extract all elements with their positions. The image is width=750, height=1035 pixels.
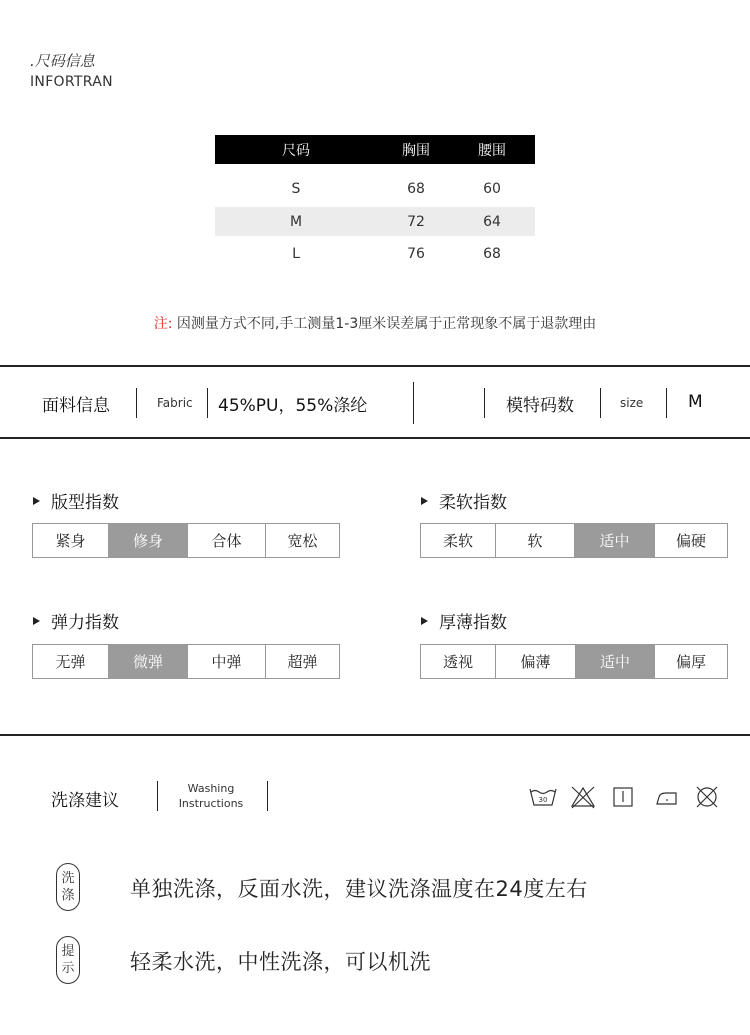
softness-option: 适中 [575,524,655,557]
note-text: 因测量方式不同,手工测量1-3厘米误差属于正常现象不属于退款理由 [176,316,597,332]
waist-cell: 64 [483,213,501,230]
triangle-bullet-icon [421,617,428,625]
triangle-bullet-icon [421,497,428,505]
model-size-value: M [688,392,703,412]
thickness-option: 透视 [421,645,496,678]
separator [484,388,485,418]
model-size-label-en: size [620,396,644,410]
wash-tip-text: 单独洗涤，反面水洗，建议洗涤温度在24度左右 [130,877,588,901]
no-bleach-icon [570,785,596,809]
table-row [215,171,535,207]
bust-cell: 72 [407,213,425,230]
divider [0,437,750,439]
divider [0,734,750,736]
washing-label-en-line2: Instructions [178,797,244,810]
thickness-option: 适中 [576,645,655,678]
separator [207,388,208,418]
elasticity-index-title [33,608,119,633]
fit-index-title [33,488,119,513]
separator [136,388,137,418]
size-cell: M [289,213,303,230]
fit-option: 合体 [188,524,266,557]
wash-temp-label: 30 [538,796,548,804]
measurement-note [0,313,750,333]
section-title: .尺码信息 [30,52,95,70]
header-size: 尺码 [282,142,310,159]
separator [666,388,667,418]
elasticity-index-scale [32,644,340,679]
notice-tip-text: 轻柔水洗，中性洗涤，可以机洗 [130,950,431,974]
fit-index-label: 版型指数 [51,493,119,513]
fit-index-scale [32,523,340,558]
washing-label-en [172,781,250,811]
size-table-header [215,135,535,164]
triangle-bullet-icon [33,617,40,625]
bust-cell: 76 [407,246,425,262]
softness-option: 偏硬 [675,532,706,550]
section-subtitle: INFORTRAN [30,74,113,90]
softness-index-label: 柔软指数 [439,493,507,513]
separator [157,781,158,811]
iron-low-icon [654,785,680,809]
waist-cell: 60 [483,181,501,197]
elasticity-option: 微弹 [109,645,188,678]
no-dry-clean-icon [694,785,720,809]
tumble-dry-icon [612,785,634,809]
elasticity-option: 中弹 [188,645,266,678]
badge-char: 提 [61,944,75,959]
elasticity-option: 超弹 [287,653,318,671]
badge-char: 涤 [61,888,75,903]
washing-label-en-line1: Washing [187,782,235,795]
fabric-label-en: Fabric [157,396,193,410]
softness-index-title [421,488,507,513]
separator [413,382,414,424]
thickness-index-label: 厚薄指数 [439,613,507,633]
model-size-label: 模特码数 [506,396,574,416]
bust-cell: 68 [407,181,425,197]
softness-option: 柔软 [421,524,496,557]
washing-label: 洗涤建议 [51,791,119,811]
care-icons [528,785,720,809]
fabric-label: 面料信息 [42,396,110,416]
wash-tip-badge [56,863,80,911]
header-waist: 腰围 [478,142,506,159]
waist-cell: 68 [483,246,501,262]
header-bust: 胸围 [402,142,430,159]
thickness-index-title [421,608,507,633]
separator [267,781,268,811]
fit-option: 紧身 [33,524,109,557]
elasticity-option: 无弹 [33,645,109,678]
thickness-index-scale [420,644,728,679]
badge-char: 洗 [61,871,75,886]
softness-index-scale [420,523,728,558]
fit-option: 修身 [109,524,188,557]
note-label: 注: [153,316,173,332]
separator [600,388,601,418]
table-row [215,207,535,236]
size-cell: S [291,181,301,197]
thickness-option: 偏薄 [496,645,576,678]
size-cell: L [292,246,300,262]
softness-option: 软 [496,524,575,557]
triangle-bullet-icon [33,497,40,505]
fit-option: 宽松 [287,532,318,550]
table-row [215,236,535,272]
wash-30-icon [528,785,558,809]
badge-char: 示 [61,961,75,976]
size-table [215,135,535,272]
thickness-option: 偏厚 [675,653,706,671]
divider [0,365,750,367]
notice-tip-badge [56,936,80,984]
fabric-composition: 45%PU，55%涤纶 [218,396,368,416]
elasticity-index-label: 弹力指数 [51,613,119,633]
